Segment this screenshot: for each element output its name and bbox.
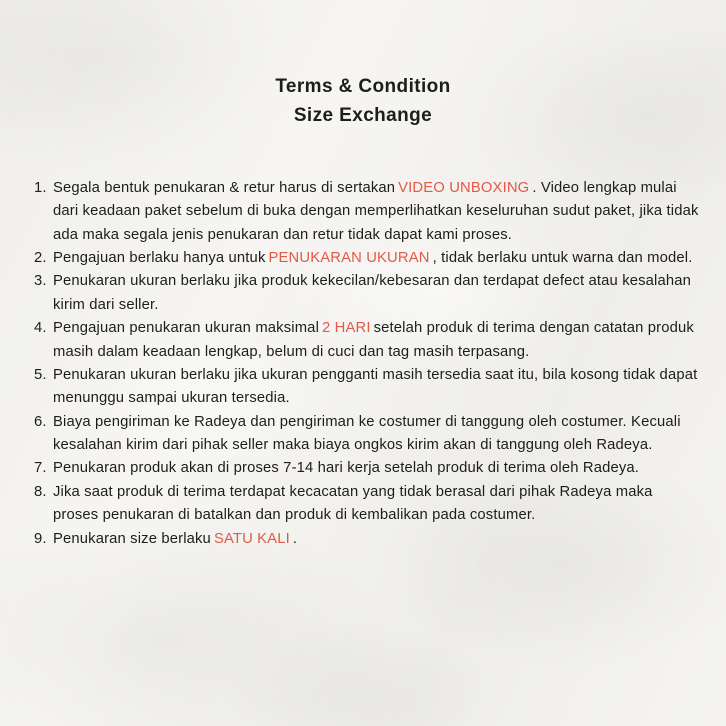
term-number: 8. — [34, 483, 47, 500]
term-plain-text: Jika saat produk di terima terdapat kecacatan yang tidak berasal dari pihak Radeya maka proses penukaran di batalkan dan produk di kembalikan pada costumer. — [53, 483, 653, 524]
term-highlight-text: SATU KALI — [213, 530, 290, 547]
term-text — [53, 247, 700, 270]
term-plain-text: Biaya pengiriman ke Radeya dan pengiriman ke costumer di tanggung oleh costumer. Kecuali kesalahan kirim dari pihak seller maka biaya ongkos kirim akan di tanggung oleh Radeya. — [53, 413, 681, 453]
term-plain-text: Penukaran ukuran berlaku jika produk kekecilan/kebesaran dan terdapat defect atau kesalahan kirim dari seller. — [53, 273, 692, 313]
term-plain-text: , tidak berlaku untuk warna dan model. — [432, 250, 693, 266]
term-number: 6. — [34, 413, 47, 430]
term-number: 5. — [34, 366, 47, 383]
term-item — [34, 177, 700, 247]
term-plain-text: Segala bentuk penukaran & retur harus di sertakan — [53, 179, 396, 196]
term-item — [34, 247, 700, 270]
term-item — [34, 411, 700, 458]
term-text — [53, 317, 700, 364]
term-number: 4. — [34, 320, 47, 337]
term-text — [53, 270, 700, 317]
term-number: 3. — [34, 273, 47, 290]
term-highlight-text: VIDEO UNBOXING — [398, 179, 530, 196]
term-item — [34, 270, 700, 317]
term-text — [53, 457, 700, 480]
term-number: 2. — [34, 250, 47, 266]
term-plain-text: setelah produk di terima dengan catatan produk masih dalam keadaan lengkap, belum di cuci dan tag masih terpasang. — [53, 320, 694, 360]
term-text — [53, 177, 700, 247]
term-text — [53, 528, 700, 551]
term-plain-text: Penukaran size berlaku — [53, 530, 211, 547]
term-highlight-text: 2 HARI — [322, 320, 371, 337]
term-item — [34, 528, 700, 551]
term-plain-text: Pengajuan penukaran ukuran maksimal — [53, 320, 320, 337]
term-plain-text: Penukaran ukuran berlaku jika ukuran pengganti masih tersedia saat itu, bila kosong tidak dapat menunggu sampai ukuran tersedia. — [53, 366, 698, 407]
term-number: 7. — [34, 460, 47, 477]
term-item — [34, 457, 700, 480]
term-item — [34, 317, 700, 364]
term-highlight-text: PENUKARAN UKURAN — [268, 250, 430, 266]
term-plain-text: Pengajuan berlaku hanya untuk — [53, 250, 266, 266]
term-plain-text: . Video lengkap mulai dari keadaan paket sebelum di buka dengan memperlihatkan keseluruhan sudut paket, jika tidak ada maka segala jenis penukaran dan retur tidak dapat kami proses. — [53, 179, 699, 243]
term-item — [34, 481, 700, 528]
term-item — [34, 364, 700, 411]
page-subtitle: Size Exchange — [293, 105, 433, 127]
document-header — [0, 0, 726, 131]
term-text — [53, 364, 700, 411]
terms-list — [0, 177, 726, 551]
term-text — [53, 481, 700, 528]
term-plain-text: . — [292, 530, 298, 547]
term-text — [53, 411, 700, 458]
term-plain-text: Penukaran produk akan di proses 7-14 hari kerja setelah produk di terima oleh Radeya. — [53, 460, 640, 477]
term-number: 1. — [34, 179, 47, 196]
term-number: 9. — [34, 530, 47, 547]
page-title: Terms & Condition — [275, 76, 451, 97]
